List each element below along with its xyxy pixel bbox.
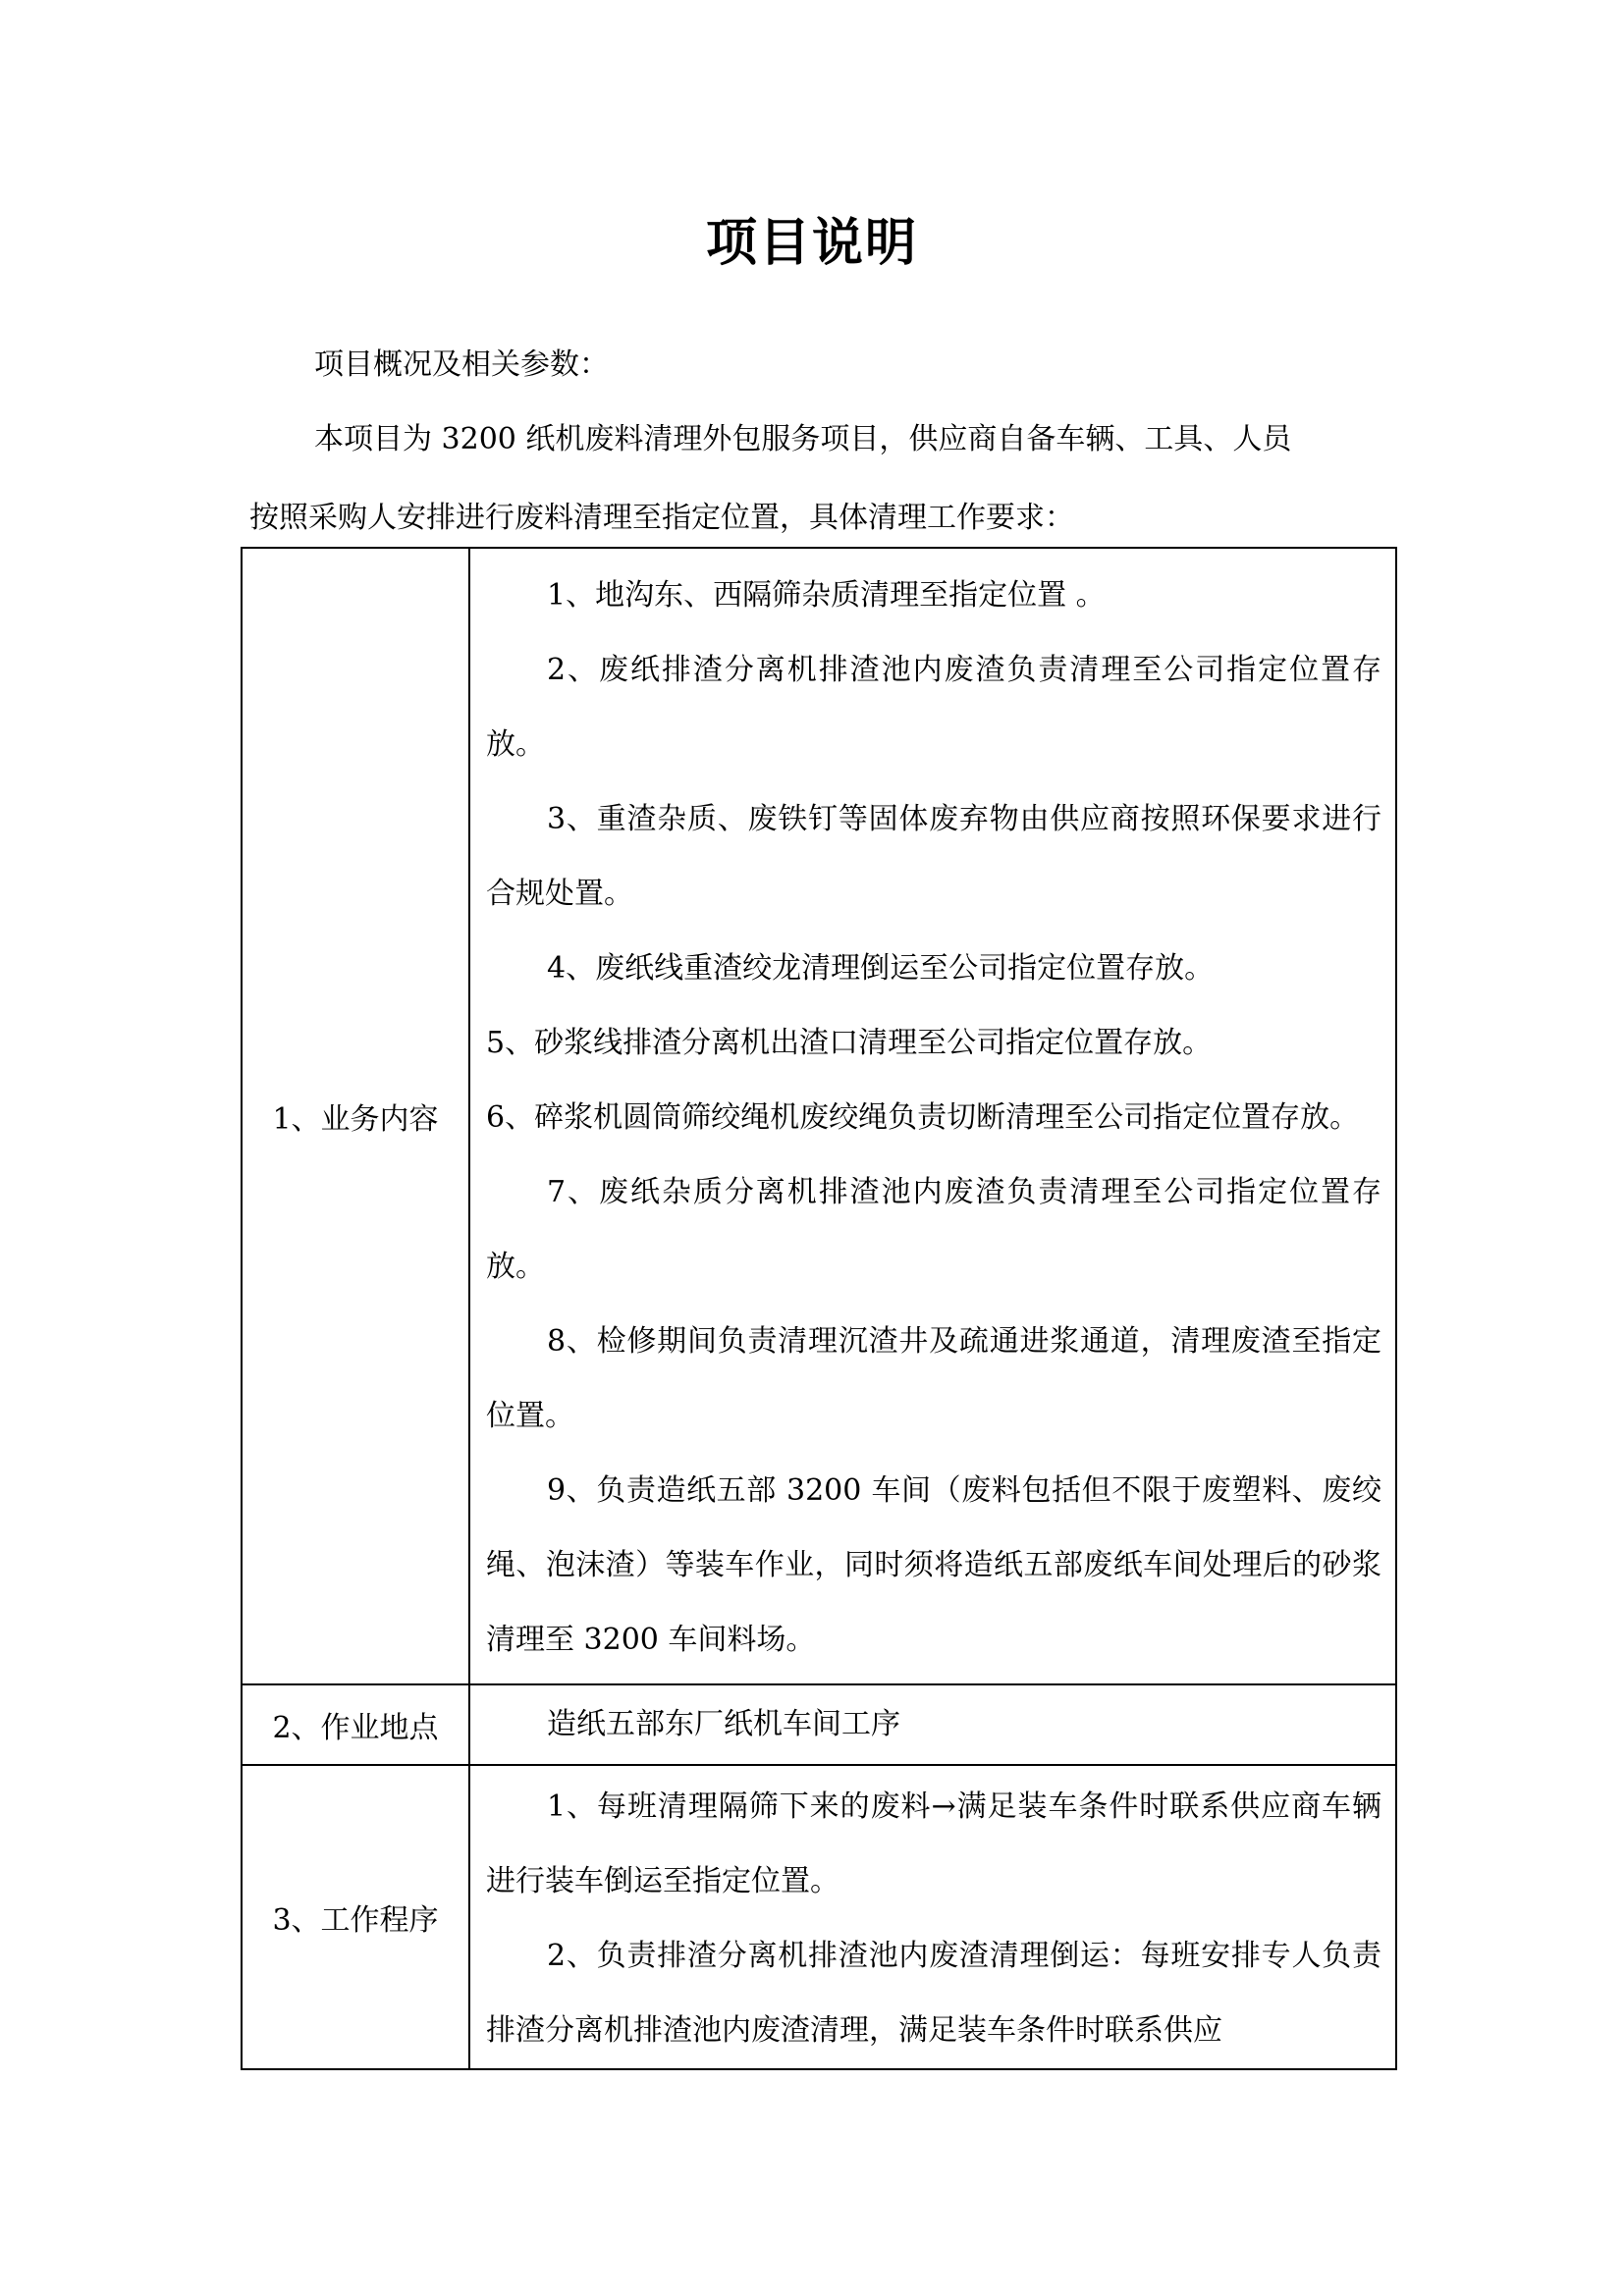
row-content bbox=[469, 1765, 1396, 2069]
requirements-table bbox=[241, 547, 1397, 2070]
row-label: 2、作业地点 bbox=[242, 1684, 469, 1765]
list-item: 1、地沟东、西隔筛杂质清理至指定位置 。 bbox=[547, 578, 1106, 613]
list-item: 6、碎浆机圆筒筛绞绳机废绞绳负责切断清理至公司指定位置存放。 bbox=[486, 1100, 1360, 1135]
page-title: 项目说明 bbox=[705, 214, 918, 273]
list-item: 9、负责造纸五部 3200 车间（废料包括但不限于废塑料、废绞绳、泡沫渣）等装车作业，同时须将造纸五部废纸车间处理后的砂浆清理至 3200 车间料场。 bbox=[486, 1473, 1381, 1657]
row-label: 3、工作程序 bbox=[242, 1765, 469, 2069]
list-item: 1、每班清理隔筛下来的废料→满足装车条件时联系供应商车辆进行装车倒运至指定位置。 bbox=[486, 1789, 1381, 1898]
intro-label: 项目概况及相关参数： bbox=[314, 347, 609, 382]
list-item: 7、废纸杂质分离机排渣池内废渣负责清理至公司指定位置存放。 bbox=[486, 1175, 1381, 1284]
list-item: 5、砂浆线排渣分离机出渣口清理至公司指定位置存放。 bbox=[486, 1026, 1213, 1060]
row-content bbox=[469, 548, 1396, 1684]
table-row-business-content bbox=[242, 548, 1396, 1684]
intro-paragraph-line1: 本项目为 3200 纸机废料清理外包服务项目，供应商自备车辆、工具、人员 bbox=[314, 422, 1292, 456]
intro-paragraph-line2: 按照采购人安排进行废料清理至指定位置，具体清理工作要求： bbox=[249, 501, 1074, 535]
list-item: 8、检修期间负责清理沉渣井及疏通进浆通道，清理废渣至指定位置。 bbox=[486, 1324, 1381, 1433]
row-label: 1、业务内容 bbox=[242, 548, 469, 1684]
list-item: 造纸五部东厂纸机车间工序 bbox=[547, 1707, 900, 1741]
table-row-work-location bbox=[242, 1684, 1396, 1765]
list-item: 3、重渣杂质、废铁钉等固体废弃物由供应商按照环保要求进行合规处置。 bbox=[486, 802, 1381, 911]
list-item: 2、负责排渣分离机排渣池内废渣清理倒运：每班安排专人负责排渣分离机排渣池内废渣清理，满足装车条件时联系供应 bbox=[486, 1939, 1381, 2048]
list-item: 4、废纸线重渣绞龙清理倒运至公司指定位置存放。 bbox=[547, 951, 1215, 986]
table-row-work-procedure bbox=[242, 1765, 1396, 2069]
row-content bbox=[469, 1684, 1396, 1765]
list-item: 2、废纸排渣分离机排渣池内废渣负责清理至公司指定位置存放。 bbox=[486, 653, 1381, 762]
